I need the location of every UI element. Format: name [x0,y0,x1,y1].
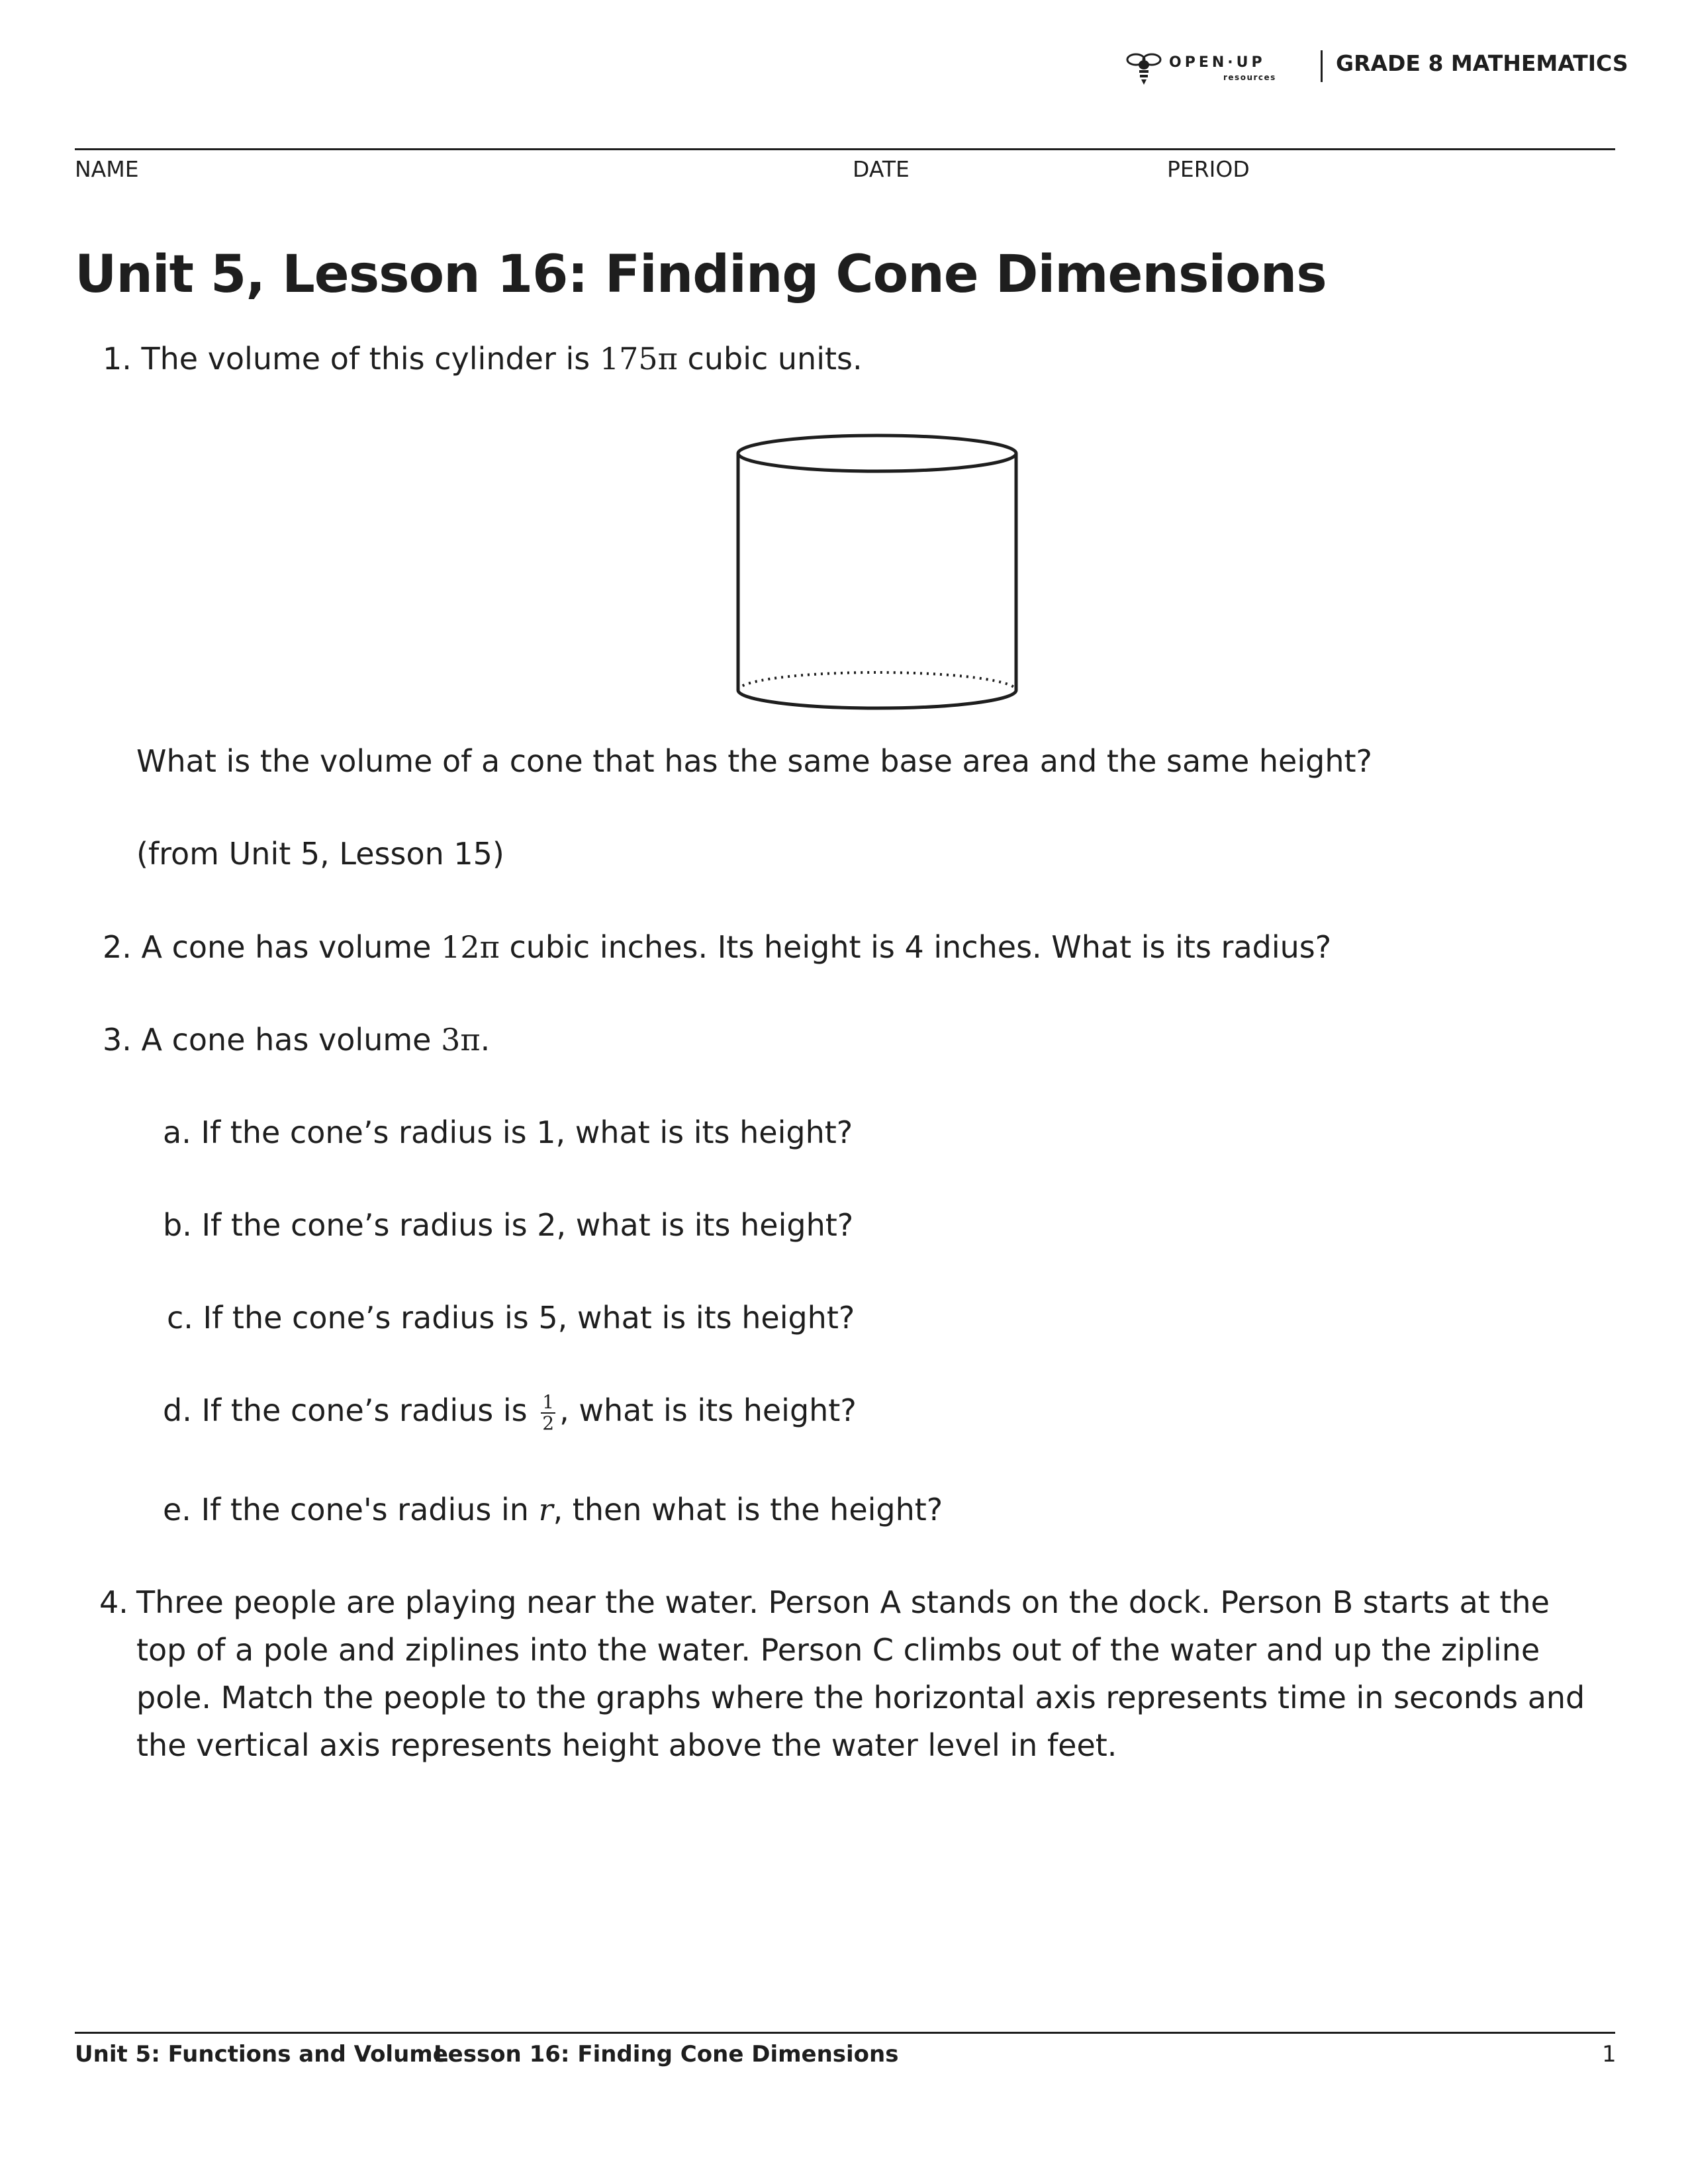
question-2-math: 12π [441,929,500,965]
question-1 [103,335,863,383]
question-2-text-after: cubic inches. Its height is 4 inches. What is its radius? [499,929,1332,965]
fraction-numerator: 1 [542,1390,555,1413]
part-text-before: If the cone's radius in [201,1492,539,1527]
question-4 [99,1578,1609,1769]
question-2-text-before: A cone has volume [141,929,442,965]
question-3-text-after: . [480,1022,491,1058]
question-1-source: (from Unit 5, Lesson 15) [136,836,504,872]
fraction-one-half [541,1392,555,1433]
question-4-number: 4. [99,1584,128,1620]
brand-name: OPEN·UP [1169,54,1266,71]
question-1-text-after: cubic units. [677,341,863,377]
footer-unit: Unit 5: Functions and Volume [75,2041,448,2068]
date-field-label: DATE [853,156,910,182]
page-number: 1 [1602,2041,1617,2068]
question-3-number: 3. [103,1022,132,1058]
question-1-follow-up: What is the volume of a cone that has the same base area and the same height? [136,743,1372,779]
question-4-text: Three people are playing near the water. Person A stands on the dock. Person B starts at the top of a pole and ziplines into the water. Person C climbs out of the water and up the zipline pole. Match the people to the graphs where the horizontal axis represents time in seconds and the vertical axis represents height above the water level in feet. [136,1584,1585,1763]
part-text: If the cone’s radius is 5, what is its height? [203,1300,855,1336]
question-3-text-before: A cone has volume [141,1022,442,1058]
course-label: GRADE 8 MATHEMATICS [1336,50,1628,76]
question-1-text-before: The volume of this cylinder is [141,341,600,377]
bee-logo-icon [1125,49,1162,86]
part-letter: b. [163,1207,192,1243]
period-field-label: PERIOD [1167,156,1250,182]
question-2-number: 2. [103,929,132,965]
part-letter: c. [167,1300,193,1336]
open-up-resources-logo [1125,48,1297,87]
part-text: If the cone’s radius is 1, what is its height? [201,1115,853,1150]
part-text-after: , what is its height? [559,1392,857,1428]
radius-variable: r [538,1492,553,1527]
part-text-after: , then what is the height? [553,1492,943,1527]
question-1-math: 175π [599,341,678,377]
footer-rule [75,2032,1615,2034]
name-field-label: NAME [75,156,139,182]
question-2 [103,923,1331,971]
header-divider [1321,50,1323,82]
question-3d [163,1387,857,1434]
brand-subtitle: resources [1223,73,1276,82]
footer-lesson: Lesson 16: Finding Cone Dimensions [434,2041,899,2068]
page-title: Unit 5, Lesson 16: Finding Cone Dimensions [75,245,1327,304]
part-text: If the cone’s radius is 2, what is its height? [201,1207,854,1243]
part-letter: d. [163,1392,192,1428]
fraction-denominator: 2 [542,1412,555,1434]
header-rule [75,148,1615,150]
cylinder-figure [728,424,1026,721]
question-3e [163,1486,943,1533]
question-3b [163,1201,853,1249]
part-letter: a. [163,1115,191,1150]
question-3-math: 3π [441,1022,481,1058]
part-text-before: If the cone’s radius is [201,1392,538,1428]
question-1-number: 1. [103,341,132,377]
part-letter: e. [163,1492,191,1527]
question-3a [163,1109,853,1156]
question-3 [103,1016,490,1064]
question-3c [167,1294,855,1342]
